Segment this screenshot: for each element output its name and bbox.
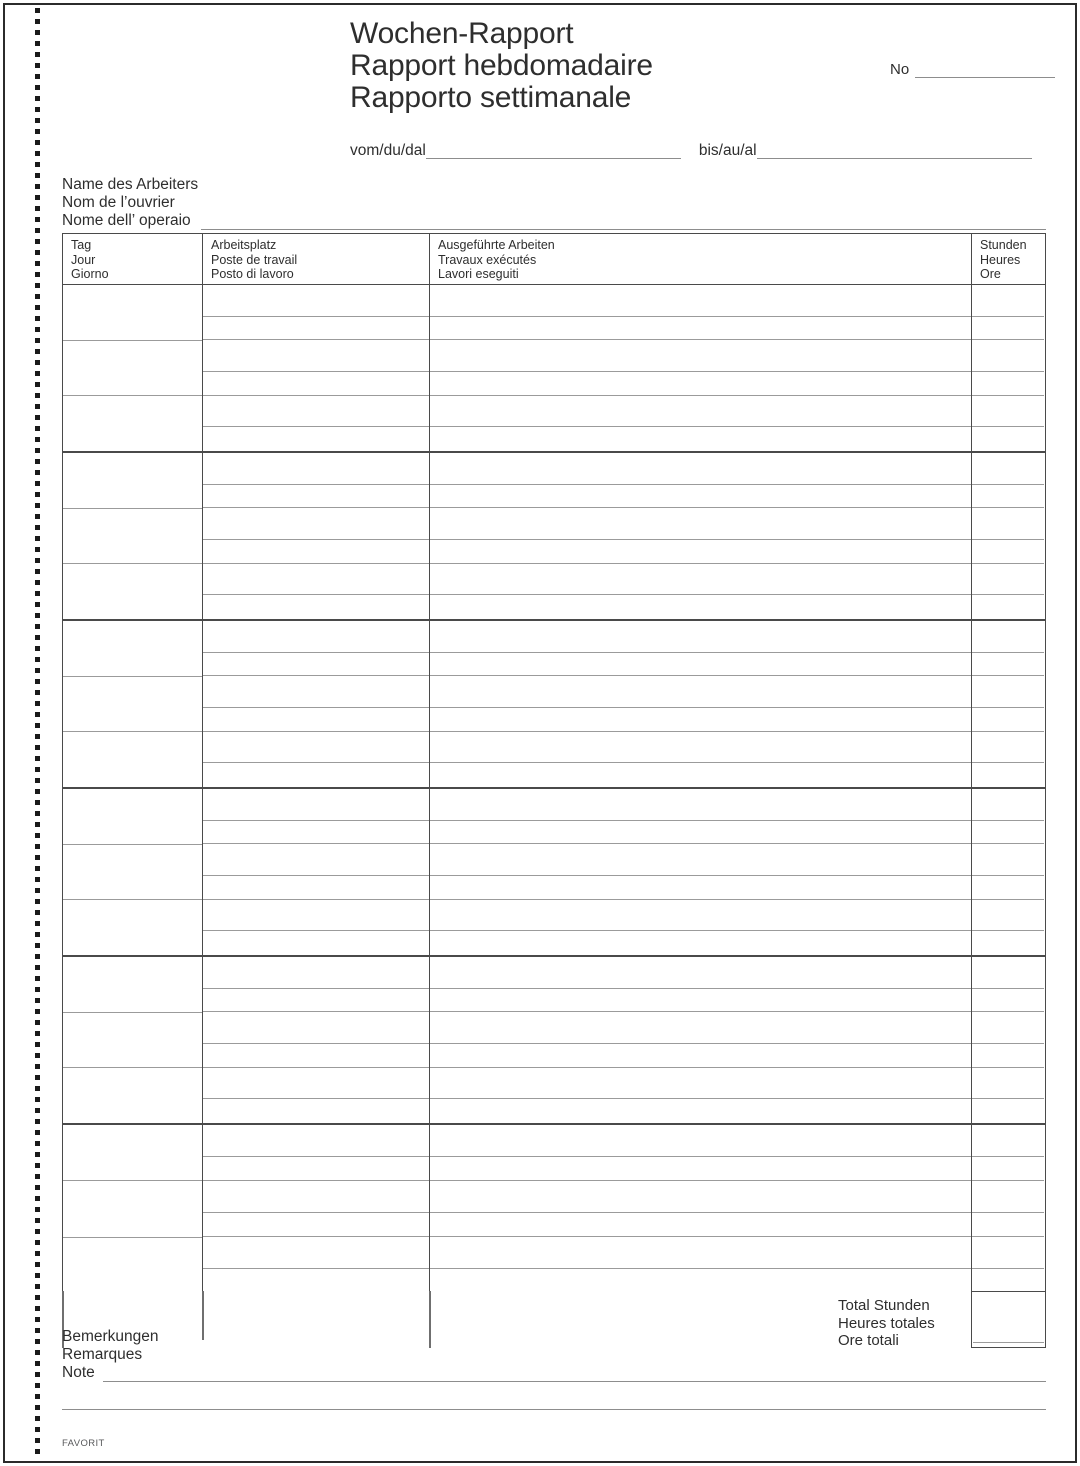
workplace-cell-column <box>203 621 430 787</box>
workplace-cell[interactable] <box>203 453 429 485</box>
hours-cell[interactable] <box>972 372 1044 396</box>
day-cell-column <box>63 957 203 1123</box>
hours-cell[interactable] <box>972 317 1044 341</box>
hours-cell-column <box>972 285 1044 451</box>
work-performed-cell[interactable] <box>430 1099 971 1123</box>
date-range-row <box>350 142 1050 159</box>
workplace-cell[interactable] <box>203 676 429 708</box>
work-performed-cell[interactable] <box>430 763 971 787</box>
workplace-cell[interactable] <box>203 540 429 564</box>
column-header-work-performed-it: Lavori eseguiti <box>438 267 519 281</box>
work-performed-cell[interactable] <box>430 1125 971 1157</box>
column-header-work-performed-fr: Travaux exécutés <box>438 252 537 267</box>
work-performed-cell[interactable] <box>430 1012 971 1044</box>
work-performed-cell[interactable] <box>430 931 971 955</box>
hours-cell[interactable] <box>972 621 1044 653</box>
work-performed-cell[interactable] <box>430 1213 971 1237</box>
hours-cell[interactable] <box>972 1181 1044 1213</box>
workplace-cell[interactable] <box>203 1044 429 1068</box>
work-performed-cell[interactable] <box>430 676 971 708</box>
hours-cell[interactable] <box>972 821 1044 845</box>
work-performed-cell[interactable] <box>430 900 971 932</box>
form-sheet <box>60 0 1046 1466</box>
workplace-cell[interactable] <box>203 340 429 372</box>
workplace-cell[interactable] <box>203 653 429 677</box>
day-cell-column <box>63 285 203 451</box>
title-line-it: Rapporto settimanale <box>350 81 632 114</box>
hours-cell[interactable] <box>972 427 1044 451</box>
hours-cell[interactable] <box>972 453 1044 485</box>
work-performed-cell[interactable] <box>430 508 971 540</box>
workplace-cell[interactable] <box>203 844 429 876</box>
worker-name-label-de: Name des Arbeiters <box>62 176 199 193</box>
hours-cell[interactable] <box>972 1157 1044 1181</box>
day-cell[interactable] <box>63 1013 202 1069</box>
day-cell[interactable] <box>63 1068 202 1123</box>
hours-cell[interactable] <box>972 540 1044 564</box>
table-body <box>63 285 1045 1293</box>
total-hours-label-fr: Heures totales <box>838 1314 935 1332</box>
column-header-workplace <box>203 234 430 284</box>
date-to-input-rule[interactable] <box>757 145 1032 159</box>
table-day-group <box>63 453 1045 621</box>
day-cell[interactable] <box>63 285 202 341</box>
work-performed-cell[interactable] <box>430 372 971 396</box>
workplace-cell[interactable] <box>203 708 429 732</box>
work-performed-cell[interactable] <box>430 285 971 317</box>
column-header-hours <box>972 234 1044 284</box>
work-performed-cell[interactable] <box>430 595 971 619</box>
remarks-field <box>62 1328 1046 1382</box>
workplace-cell[interactable] <box>203 595 429 619</box>
day-cell[interactable] <box>63 341 202 397</box>
remarks-label-de: Bemerkungen <box>62 1328 159 1345</box>
hours-cell[interactable] <box>972 508 1044 540</box>
work-performed-cell[interactable] <box>430 540 971 564</box>
day-cell[interactable] <box>63 453 202 509</box>
workplace-cell-column <box>203 285 430 451</box>
hours-cell[interactable] <box>972 396 1044 428</box>
workplace-cell[interactable] <box>203 789 429 821</box>
workplace-cell[interactable] <box>203 396 429 428</box>
workplace-cell[interactable] <box>203 621 429 653</box>
table-header-row <box>63 234 1045 285</box>
workplace-cell[interactable] <box>203 1125 429 1157</box>
remarks-input-rule[interactable] <box>103 1368 1046 1382</box>
hours-cell[interactable] <box>972 485 1044 509</box>
workplace-cell[interactable] <box>203 1237 429 1269</box>
report-number-field[interactable] <box>890 62 1055 78</box>
total-hours-label-it: Ore totali <box>838 1332 899 1349</box>
workplace-cell[interactable] <box>203 1213 429 1237</box>
workplace-cell[interactable] <box>203 1099 429 1123</box>
hours-cell[interactable] <box>972 789 1044 821</box>
workplace-cell-column <box>203 1125 430 1293</box>
day-cell[interactable] <box>63 789 202 845</box>
table-day-group <box>63 1125 1045 1293</box>
table-day-group <box>63 285 1045 453</box>
work-performed-cell-column <box>430 1125 972 1293</box>
table-day-group <box>63 621 1045 789</box>
column-header-tag-de: Tag <box>71 238 92 252</box>
day-cell[interactable] <box>63 957 202 1013</box>
workplace-cell[interactable] <box>203 1181 429 1213</box>
workplace-cell-column <box>203 789 430 955</box>
brand-label: FAVORIT <box>62 1438 105 1449</box>
work-performed-cell[interactable] <box>430 821 971 845</box>
work-performed-cell[interactable] <box>430 653 971 677</box>
workplace-cell[interactable] <box>203 427 429 451</box>
worker-name-label-fr: Nom de l’ouvrier <box>62 194 175 211</box>
workplace-cell[interactable] <box>203 763 429 787</box>
workplace-cell[interactable] <box>203 1012 429 1044</box>
total-hours-label-de: Total Stunden <box>838 1297 930 1314</box>
work-performed-cell[interactable] <box>430 732 971 764</box>
workplace-cell[interactable] <box>203 372 429 396</box>
day-cell[interactable] <box>63 900 202 955</box>
workplace-cell[interactable] <box>203 564 429 596</box>
column-header-work-performed-de: Ausgeführte Arbeiten <box>438 238 555 252</box>
work-performed-cell-column <box>430 285 972 451</box>
column-header-hours-de: Stunden <box>980 238 1027 252</box>
work-performed-cell[interactable] <box>430 621 971 653</box>
hours-cell[interactable] <box>972 989 1044 1013</box>
work-performed-cell[interactable] <box>430 789 971 821</box>
day-cell-column <box>63 789 203 955</box>
work-entries-table <box>62 233 1046 1293</box>
column-header-hours-fr: Heures <box>980 252 1021 267</box>
column-header-hours-it: Ore <box>980 267 1001 281</box>
hours-cell[interactable] <box>972 340 1044 372</box>
workplace-cell[interactable] <box>203 821 429 845</box>
work-performed-cell[interactable] <box>430 957 971 989</box>
hours-cell[interactable] <box>972 763 1044 787</box>
column-header-workplace-de: Arbeitsplatz <box>211 238 277 252</box>
hours-cell-column <box>972 453 1044 619</box>
hours-cell[interactable] <box>972 1044 1044 1068</box>
workplace-cell[interactable] <box>203 1269 429 1293</box>
remarks-label-it: Note <box>62 1364 95 1381</box>
day-cell[interactable] <box>63 677 202 733</box>
worker-name-field <box>62 176 1046 230</box>
hours-cell[interactable] <box>972 876 1044 900</box>
day-cell[interactable] <box>63 1238 202 1293</box>
work-performed-cell[interactable] <box>430 317 971 341</box>
hours-cell[interactable] <box>972 957 1044 989</box>
day-cell-column <box>63 621 203 787</box>
column-header-tag-it: Giorno <box>71 267 109 281</box>
title-line-fr: Rapport hebdomadaire <box>350 49 653 82</box>
day-cell[interactable] <box>63 1125 202 1181</box>
workplace-cell[interactable] <box>203 900 429 932</box>
hours-cell[interactable] <box>972 844 1044 876</box>
hours-cell[interactable] <box>972 1068 1044 1100</box>
day-cell[interactable] <box>63 1181 202 1237</box>
work-performed-cell[interactable] <box>430 396 971 428</box>
remarks-extra-rule-1[interactable] <box>62 1409 1046 1410</box>
day-cell[interactable] <box>63 396 202 451</box>
work-performed-cell[interactable] <box>430 1157 971 1181</box>
report-number-label: No <box>890 61 910 78</box>
work-performed-cell[interactable] <box>430 1181 971 1213</box>
column-header-tag <box>63 234 203 284</box>
hours-cell[interactable] <box>972 285 1044 317</box>
workplace-cell[interactable] <box>203 485 429 509</box>
work-performed-cell[interactable] <box>430 708 971 732</box>
hours-cell[interactable] <box>972 595 1044 619</box>
work-performed-cell[interactable] <box>430 564 971 596</box>
work-performed-cell[interactable] <box>430 1237 971 1269</box>
work-performed-cell-column <box>430 957 972 1123</box>
worker-name-label-it: Nome dell’ operaio <box>62 212 191 229</box>
column-header-tag-fr: Jour <box>71 252 96 267</box>
column-header-work-performed <box>430 234 972 284</box>
hours-cell-column <box>972 621 1044 787</box>
day-cell[interactable] <box>63 564 202 619</box>
workplace-cell[interactable] <box>203 732 429 764</box>
day-cell[interactable] <box>63 509 202 565</box>
work-performed-cell[interactable] <box>430 1269 971 1293</box>
work-performed-cell[interactable] <box>430 340 971 372</box>
work-performed-cell-column <box>430 789 972 955</box>
day-cell[interactable] <box>63 845 202 901</box>
table-day-group <box>63 789 1045 957</box>
date-from-label: vom/du/dal <box>350 142 426 159</box>
day-cell-column <box>63 453 203 619</box>
work-performed-cell[interactable] <box>430 989 971 1013</box>
hours-cell-column <box>972 789 1044 955</box>
column-header-workplace-fr: Poste de travail <box>211 252 298 267</box>
worker-name-input-rule[interactable] <box>201 216 1046 230</box>
workplace-cell[interactable] <box>203 931 429 955</box>
date-to-label: bis/au/al <box>698 142 757 159</box>
hours-cell[interactable] <box>972 1012 1044 1044</box>
hours-cell[interactable] <box>972 676 1044 708</box>
hours-cell[interactable] <box>972 1237 1044 1269</box>
hours-cell[interactable] <box>972 900 1044 932</box>
work-performed-cell[interactable] <box>430 453 971 485</box>
work-performed-cell[interactable] <box>430 844 971 876</box>
workplace-cell[interactable] <box>203 508 429 540</box>
hours-cell[interactable] <box>972 1269 1044 1293</box>
work-performed-cell-column <box>430 621 972 787</box>
hours-cell[interactable] <box>972 1099 1044 1123</box>
hours-cell[interactable] <box>972 708 1044 732</box>
hours-cell[interactable] <box>972 653 1044 677</box>
column-header-workplace-it: Posto di lavoro <box>211 267 294 281</box>
work-performed-cell[interactable] <box>430 427 971 451</box>
work-performed-cell[interactable] <box>430 876 971 900</box>
date-from-input-rule[interactable] <box>426 145 681 159</box>
workplace-cell[interactable] <box>203 1068 429 1100</box>
workplace-cell[interactable] <box>203 957 429 989</box>
day-cell[interactable] <box>63 732 202 787</box>
hours-cell-column <box>972 1125 1044 1293</box>
perforation-dotted-line <box>35 8 40 1458</box>
hours-cell[interactable] <box>972 1125 1044 1157</box>
remarks-label-fr: Remarques <box>62 1346 143 1363</box>
work-performed-cell[interactable] <box>430 1068 971 1100</box>
title-line-de: Wochen-Rapport <box>350 17 574 50</box>
report-number-input-rule[interactable] <box>915 65 1055 78</box>
work-performed-cell[interactable] <box>430 1044 971 1068</box>
workplace-cell-column <box>203 453 430 619</box>
hours-cell[interactable] <box>972 564 1044 596</box>
workplace-cell[interactable] <box>203 285 429 317</box>
day-cell-column <box>63 1125 203 1293</box>
hours-cell[interactable] <box>972 1213 1044 1237</box>
workplace-cell-column <box>203 957 430 1123</box>
day-cell[interactable] <box>63 621 202 677</box>
work-performed-cell-column <box>430 453 972 619</box>
table-day-group <box>63 957 1045 1125</box>
work-performed-cell[interactable] <box>430 485 971 509</box>
hours-cell-column <box>972 957 1044 1123</box>
workplace-cell[interactable] <box>203 1157 429 1181</box>
hours-cell[interactable] <box>972 931 1044 955</box>
workplace-cell[interactable] <box>203 876 429 900</box>
page-title <box>350 18 850 114</box>
workplace-cell[interactable] <box>203 989 429 1013</box>
hours-cell[interactable] <box>972 732 1044 764</box>
workplace-cell[interactable] <box>203 317 429 341</box>
